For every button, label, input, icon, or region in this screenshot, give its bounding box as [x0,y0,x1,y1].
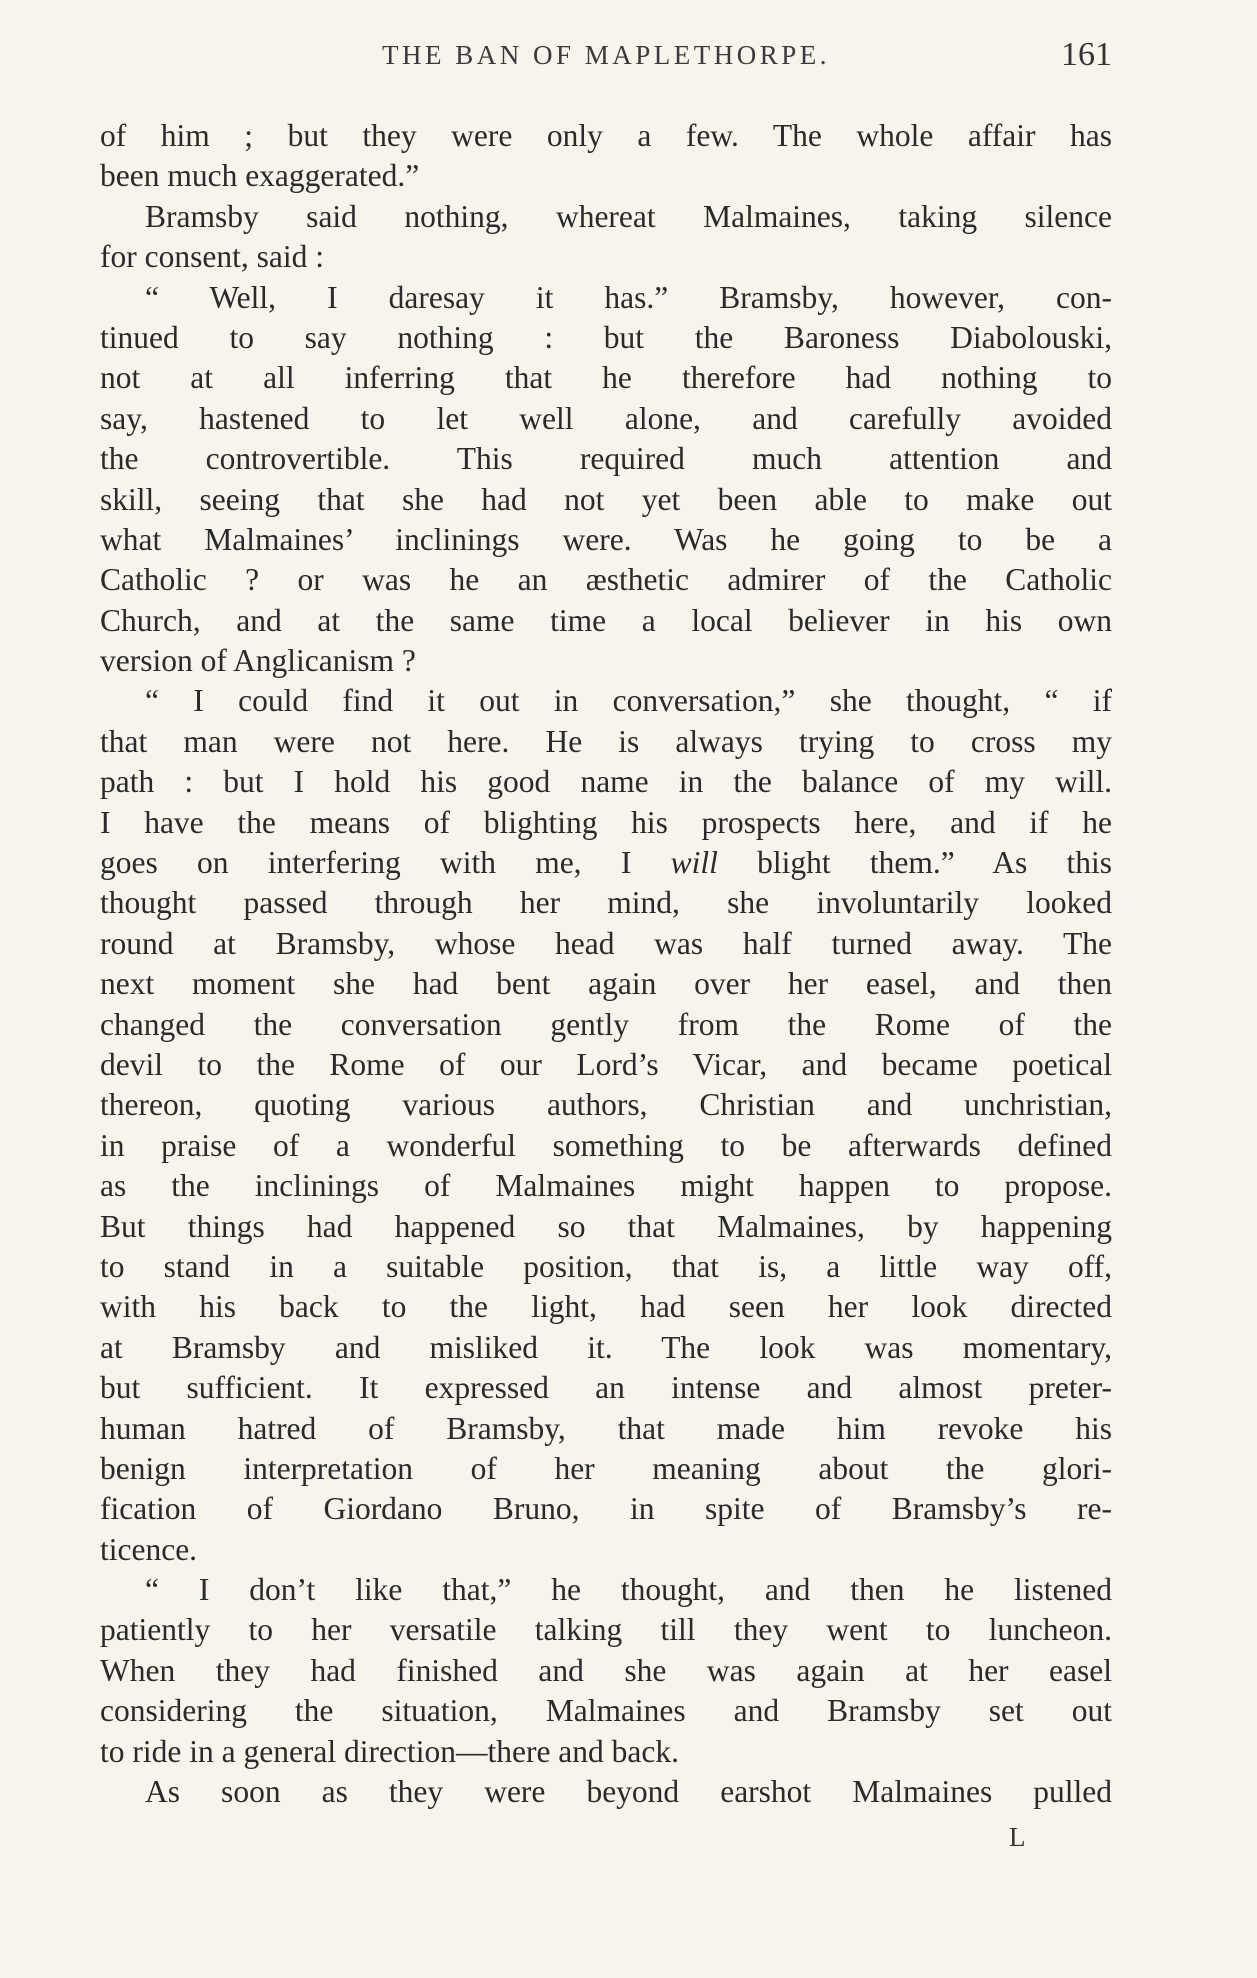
running-head: THE BAN OF MAPLETHORPE. [381,40,831,70]
text-line: to ride in a general direction—there and back. [100,1733,679,1769]
text-line: ticence. [100,1531,198,1567]
body-text [100,116,1112,1812]
text-line: thought passed through her mind, she involuntarily looked [100,885,1112,921]
text-line: But things had happened so that Malmaines, by happening [100,1208,1112,1244]
text-line: for consent, said : [100,239,324,275]
text-segment: goes on interfering with me, I [100,845,671,881]
text-line: version of Anglicanism ? [100,643,416,679]
text-line: benign interpretation of her meaning about the glori- [100,1450,1112,1486]
text-line: but sufficient. It expressed an intense and almost preter- [100,1370,1112,1406]
page-header [100,36,1112,84]
text-line: not at all inferring that he therefore had nothing to [100,360,1112,396]
text-line: skill, seeing that she had not yet been able to make out [100,481,1112,517]
text-segment: blight them.” As this [717,845,1112,881]
text-line: what Malmaines’ inclinings were. Was he going to be a [100,521,1112,557]
text-line: patiently to her versatile talking till they went to luncheon. [100,1612,1112,1648]
text-line: as the inclinings of Malmaines might happen to propose. [100,1168,1112,1204]
text-line: fication of Giordano Bruno, in spite of Bramsby’s re- [100,1491,1112,1527]
text-line: devil to the Rome of our Lord’s Vicar, and became poetical [100,1046,1112,1082]
text-line: next moment she had bent again over her easel, and then [100,966,1112,1002]
text-line: round at Bramsby, whose head was half turned away. The [100,925,1112,961]
text-line: with his back to the light, had seen her look directed [100,1289,1112,1325]
text-line: path : but I hold his good name in the balance of my will. [100,764,1112,800]
text-line: to stand in a suitable position, that is, a little way off, [100,1248,1112,1284]
text-line: “ Well, I daresay it has.” Bramsby, however, con- [145,279,1112,315]
text-line: “ I don’t like that,” he thought, and then he listened [145,1572,1112,1608]
text-line: at Bramsby and misliked it. The look was momentary, [100,1329,1112,1365]
page-number: 161 [1061,36,1112,73]
text-line: considering the situation, Malmaines and Bramsby set out [100,1693,1112,1729]
text-line: Catholic ? or was he an æsthetic admirer of the Catholic [100,562,1112,598]
text-line: changed the conversation gently from the Rome of the [100,1006,1112,1042]
text-line: of him ; but they were only a few. The whole affair has [100,118,1112,153]
text-line: been much exaggerated.” [100,158,420,194]
text-line: Bramsby said nothing, whereat Malmaines, taking silence [145,198,1112,234]
text-line: As soon as they were beyond earshot Malmaines pulled [145,1774,1112,1810]
text-line: “ I could find it out in conversation,” she thought, “ if [145,683,1112,719]
text-line: thereon, quoting various authors, Christian and unchristian, [100,1087,1112,1123]
text-line [100,843,1112,883]
text-line: the controvertible. This required much attention and [100,441,1112,477]
text-line: say, hastened to let well alone, and carefully avoided [100,400,1112,436]
text-line: tinued to say nothing : but the Baroness Diabolouski, [100,319,1112,355]
text-line: Church, and at the same time a local believer in his own [100,602,1112,638]
signature-mark: L [1009,1822,1026,1852]
text-line: in praise of a wonderful something to be afterwards defined [100,1127,1112,1163]
text-line: When they had finished and she was again at her easel [100,1652,1112,1688]
text-line: that man were not here. He is always trying to cross my [100,723,1112,759]
italic-emphasis: will [670,845,718,881]
text-line: I have the means of blighting his prospects here, and if he [100,804,1112,840]
text-line: human hatred of Bramsby, that made him revoke his [100,1410,1112,1446]
